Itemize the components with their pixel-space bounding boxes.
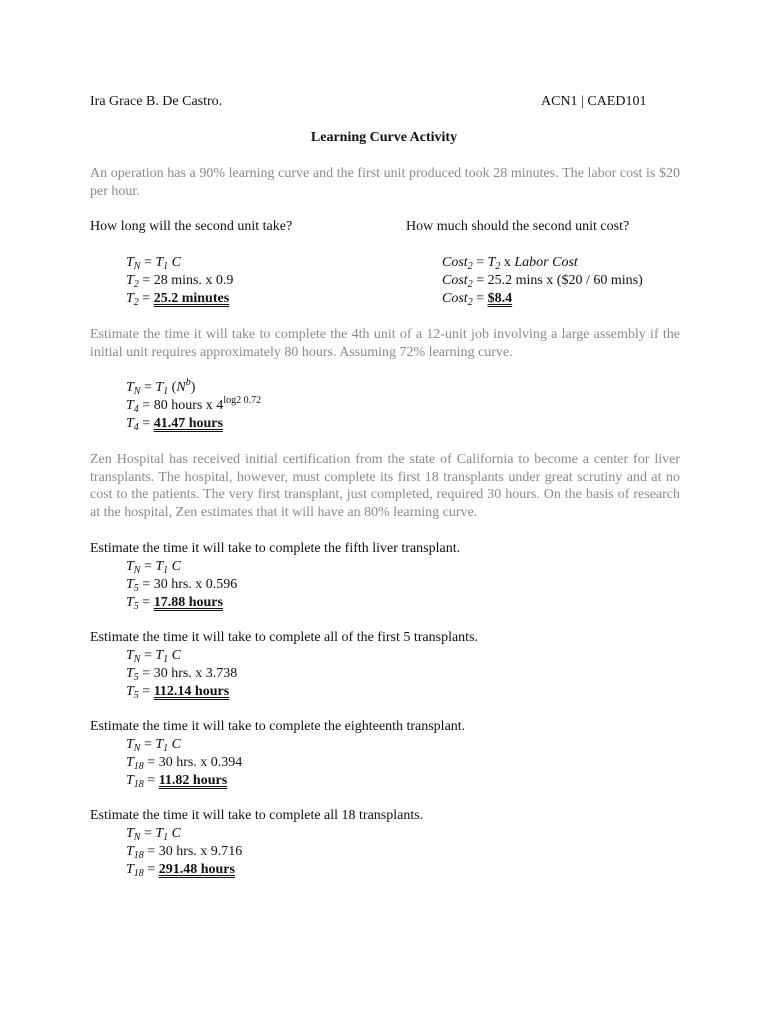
cost-formula-general: Cost$_2$ = $T_2$ x Labor Cost: [442, 255, 578, 272]
formula-power-general: $T_N = T_1$ $(N^b)$: [126, 377, 196, 397]
question-all-eighteen-transplants: Estimate the time it will take to complete all 18 transplants.: [90, 808, 424, 823]
document-title: Learning Curve Activity: [310, 130, 458, 145]
question-first-five-transplants: Estimate the time it will take to complete all of the first 5 transplants.: [90, 630, 479, 645]
formula-result: $T_5 = 17.88$ hours: [126, 595, 223, 612]
formula-general: $T_N = T_1$ C: [126, 826, 182, 843]
problem-3-text: Zen Hospital has received initial certification from the state of California to become a center for liver transplants. The hospital, however, must complete its first 18 transplants under great scrutiny and at no cost to the patients. The very first transplant, just completed, required 30 hours. On the basis of research at the hospital, Zen estimates that it will have an 80% learning curve.: [90, 452, 680, 520]
problem-2-text: Estimate the time it will take to complete the 4th unit of a 12-unit job involving a large assembly if the initial unit requires approximately 80 hours. Assuming 72% learning curve.: [90, 327, 680, 360]
formula-general: $T_N = T_1$ C: [126, 737, 182, 754]
formula-t2-result: $T_2 = 25.2$ minutes: [126, 291, 230, 308]
problem-1-text: An operation has a 90% learning curve and the first unit produced took 28 minutes. The labor cost is $20 per hour.: [90, 166, 680, 199]
question-second-unit-cost: How much should the second unit cost?: [406, 219, 630, 234]
cost-formula-computation: Cost$_2$ = 25.2 mins x ($20 / 60 mins): [442, 273, 643, 290]
cost-formula-expression: = 25.2 mins x ($20 / 60 mins): [476, 273, 643, 288]
formula-expression: = 30 hrs. x 0.394: [147, 755, 243, 770]
formula-expression: = 30 hrs. x 3.738: [142, 666, 238, 681]
answer-fourth-unit-time: 41.47 hours: [153, 416, 223, 431]
cost-formula-label: Labor Cost: [514, 255, 578, 270]
formula-t4-expression: = 80 hours x 4: [142, 398, 224, 413]
formula-general: $T_N = T_1$ C: [126, 255, 182, 272]
formula-result: $T_{18} = 11.82$ hours: [126, 773, 228, 790]
formula-computation: $T_5 = 30$ hrs. x 0.596: [126, 577, 238, 594]
answer-eighteenth-transplant: 11.82 hours: [158, 773, 228, 788]
question-fifth-transplant: Estimate the time it will take to complete the fifth liver transplant.: [90, 541, 461, 556]
answer-first-five-transplants: 112.14 hours: [153, 684, 230, 699]
formula-t2-expression: = 28 mins. x 0.9: [142, 273, 234, 288]
formula-expression: = 30 hrs. x 9.716: [147, 844, 243, 859]
formula-computation: $T_{18} = 30$ hrs. x 0.394: [126, 755, 243, 772]
formula-t4-exponent: log2 0.72: [223, 395, 262, 406]
formula-t4-result: $T_4 = 41.47$ hours: [126, 416, 223, 433]
answer-all-eighteen-transplants: 291.48 hours: [158, 862, 235, 877]
course-code: ACN1 | CAED101: [541, 94, 647, 109]
formula-computation: $T_5 = 30$ hrs. x 3.738: [126, 666, 238, 683]
answer-second-unit-cost: $8.4: [487, 291, 513, 306]
cost-formula-operator: x: [503, 255, 511, 270]
formula-general: $T_N = T_1$ C: [126, 648, 182, 665]
author-name: Ira Grace B. De Castro.: [90, 94, 223, 109]
formula-result: $T_5 = 112.14$ hours: [126, 684, 230, 701]
formula-t4-computation: $T_4 = 80$ hours x $4^{log2 0.72}$: [126, 395, 262, 415]
answer-fifth-transplant: 17.88 hours: [153, 595, 223, 610]
formula-result: $T_{18} = 291.48$ hours: [126, 862, 235, 879]
answer-second-unit-time: 25.2 minutes: [153, 291, 230, 306]
formula-t2-computation: $T_2 = 28$ mins. x 0.9: [126, 273, 234, 290]
question-second-unit-time: How long will the second unit take?: [90, 219, 293, 234]
cost-formula-result: Cost$_2$ = $8.4: [442, 291, 513, 308]
formula-general: $T_N = T_1$ C: [126, 559, 182, 576]
formula-computation: $T_{18} = 30$ hrs. x 9.716: [126, 844, 243, 861]
formula-expression: = 30 hrs. x 0.596: [142, 577, 238, 592]
question-eighteenth-transplant: Estimate the time it will take to complete the eighteenth transplant.: [90, 719, 466, 734]
